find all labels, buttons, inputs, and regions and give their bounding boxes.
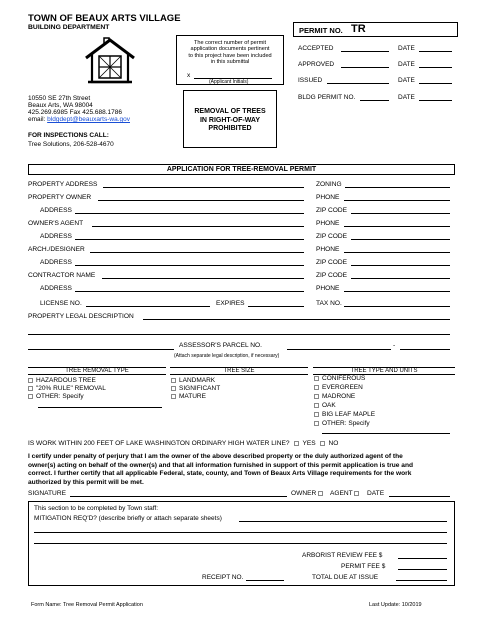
approved-date-field[interactable] (419, 67, 452, 68)
signature-label: SIGNATURE (28, 490, 66, 497)
initials-x: x (187, 72, 191, 79)
agent-address-field[interactable] (75, 239, 304, 240)
inspections-label: FOR INSPECTIONS CALL: (28, 132, 109, 139)
checkbox[interactable] (314, 394, 319, 399)
sig-date-label: DATE (367, 490, 385, 497)
accepted-date-label: DATE (398, 45, 415, 52)
parcel-field-1[interactable] (287, 349, 391, 350)
size-mature[interactable] (171, 393, 206, 401)
agent-option[interactable] (330, 490, 362, 498)
initials-caption: (Applicant Initials) (209, 79, 249, 85)
type-coniferous-label: CONIFEROUS (322, 375, 366, 382)
permit-fee-label: PERMIT FEE $ (341, 563, 386, 570)
issued-date-field[interactable] (419, 83, 452, 84)
checkbox[interactable] (314, 385, 319, 390)
checkbox[interactable] (314, 403, 319, 408)
expires-field[interactable] (248, 306, 304, 307)
permit-label: PERMIT NO. (299, 26, 343, 35)
property-address-field[interactable] (103, 187, 304, 188)
receipt-field[interactable] (246, 580, 284, 581)
type-madrone[interactable] (314, 393, 355, 401)
legal-description-field[interactable] (143, 319, 450, 320)
license-field[interactable] (86, 306, 210, 307)
checkbox[interactable] (28, 394, 33, 399)
license-label: LICENSE NO. (40, 300, 82, 307)
removal-other-label: OTHER: Specify (36, 393, 84, 400)
accepted-label: ACCEPTED (298, 45, 334, 52)
footer-updated: Last Update: 10/2019 (369, 602, 422, 608)
approved-date-label: DATE (398, 61, 415, 68)
legal-description-field-2[interactable] (28, 334, 450, 335)
size-mature-label: MATURE (179, 393, 206, 400)
expires-label: EXPIRES (216, 300, 245, 307)
total-label: TOTAL DUE AT ISSUE (312, 574, 379, 581)
checkbox[interactable] (28, 386, 33, 391)
removal-hazardous-label: HAZARDOUS TREE (36, 377, 96, 384)
certify-line-2: owner(s) acting on behalf of the owner(s) and that all information furnished in support of this permit application is true and (28, 461, 414, 469)
email-line (28, 116, 130, 124)
email-label: email: (28, 116, 46, 123)
type-evergreen[interactable] (314, 384, 363, 392)
zoning-label: ZONING (316, 181, 342, 188)
bldg-permit-label: BLDG PERMIT NO. (298, 94, 356, 101)
zoning-field[interactable] (345, 187, 450, 188)
arborist-fee-field[interactable] (398, 558, 447, 559)
lake-no-checkbox[interactable] (320, 441, 325, 446)
initials-box (176, 35, 284, 85)
mitigation-field-3[interactable] (34, 543, 447, 544)
arch-phone-label: PHONE (316, 246, 340, 253)
mitigation-field-1[interactable] (239, 521, 447, 522)
certify-line-1: I certify under penalty of perjury that I am the owner of the above described property or the duly authorized agent of the (28, 453, 403, 460)
contractor-zip-label: ZIP CODE (316, 272, 348, 279)
contractor-name-label: CONTRACTOR NAME (28, 272, 96, 279)
contractor-address-field[interactable] (75, 291, 304, 292)
total-field[interactable] (396, 580, 447, 581)
checkbox[interactable] (314, 376, 319, 381)
type-oak-label: OAK (322, 402, 336, 409)
size-landmark-label: LANDMARK (179, 377, 216, 384)
property-owner-field[interactable] (98, 200, 304, 201)
type-maple-label: BIG LEAF MAPLE (322, 411, 376, 418)
owners-agent-field[interactable] (92, 226, 304, 227)
sig-date-field[interactable] (389, 496, 450, 497)
arch-designer-field[interactable] (90, 252, 304, 253)
checkbox[interactable] (28, 378, 33, 383)
lake-yes-checkbox[interactable] (294, 441, 299, 446)
removal-20pct-label: "20% RULE" REMOVAL (36, 385, 106, 392)
certify-line-3: correct. I further certify that all applicable Federal, state, county, and Town of Beaux Arts Village requirements for the work (28, 470, 412, 478)
col-tree-size: TREE SIZE (170, 367, 308, 375)
agent-phone-label: PHONE (316, 220, 340, 227)
owner-zip-field[interactable] (351, 213, 450, 214)
agent-zip-field[interactable] (351, 239, 450, 240)
removal-20pct[interactable] (28, 385, 106, 393)
size-significant[interactable] (171, 385, 220, 393)
footer-form-name: Form Name: Tree Removal Permit Application (31, 602, 143, 608)
permit-fee-field[interactable] (398, 569, 447, 570)
notice-text-4: in this submittal (210, 58, 250, 65)
mitigation-label: MITIGATION REQ'D? (describe briefly or attach separate sheets) (34, 515, 222, 522)
lake-question (28, 440, 338, 448)
notice-text-3: to this project have been included (188, 52, 272, 59)
agent-address-label: ADDRESS (40, 233, 72, 240)
notice-text-2: application documents pertinent (190, 46, 270, 53)
checkbox[interactable] (314, 421, 319, 426)
inspections-contact: Tree Solutions, 206-528-4670 (28, 141, 114, 148)
parcel-dash: - (393, 342, 396, 349)
bldg-date-label: DATE (398, 94, 415, 101)
town-name: TOWN OF BEAUX ARTS VILLAGE (28, 13, 181, 24)
parcel-field-2[interactable] (400, 349, 450, 350)
tax-label: TAX NO. (316, 300, 342, 307)
col-tree-type: TREE TYPE AND UNITS (313, 367, 455, 375)
lake-question-text: IS WORK WITHIN 200 FEET OF LAKE WASHINGTON ORDINARY HIGH WATER LINE? (28, 440, 290, 447)
mitigation-field-2[interactable] (34, 532, 447, 533)
arch-zip-label: ZIP CODE (316, 259, 348, 266)
certify-line-4: authorized by this permit will be met. (28, 478, 144, 486)
owner-address-field[interactable] (75, 213, 304, 214)
certification-text (28, 453, 413, 487)
prohibited-line-3: PROHIBITED (208, 125, 252, 132)
legal-description-label: PROPERTY LEGAL DESCRIPTION (28, 313, 134, 320)
accepted-field[interactable] (341, 51, 389, 52)
town-logo (82, 32, 138, 88)
type-madrone-label: MADRONE (322, 393, 356, 400)
notice-text-1: The correct number of permit (193, 40, 267, 46)
type-other-field[interactable] (322, 433, 450, 434)
checkbox[interactable] (171, 378, 176, 383)
approved-field[interactable] (341, 67, 389, 68)
arch-zip-field[interactable] (351, 265, 450, 266)
prohibited-line-1: REMOVAL OF TREES (194, 108, 266, 115)
col-removal-type: TREE REMOVAL TYPE (28, 367, 166, 375)
issued-label: ISSUED (298, 77, 323, 84)
phone-fax: 425.269.6985 Fax 425.688.1786 (28, 109, 122, 116)
removal-other-field[interactable] (38, 407, 162, 408)
agent-checkbox[interactable] (354, 491, 359, 496)
type-maple[interactable] (314, 411, 375, 419)
owner-checkbox[interactable] (318, 491, 323, 496)
form-title: APPLICATION FOR TREE-REMOVAL PERMIT (28, 164, 455, 175)
address-line-1: 10550 SE 27th Street (28, 95, 91, 102)
signature-field[interactable] (70, 496, 287, 497)
permit-code: TR (351, 23, 366, 35)
owner-phone-label: PHONE (316, 194, 340, 201)
arch-address-label: ADDRESS (40, 259, 72, 266)
arch-designer-label: ARCH./DESIGNER (28, 246, 85, 253)
parcel-note: (Attach separate legal description, if necessary) (174, 353, 280, 359)
issued-field[interactable] (327, 83, 389, 84)
type-evergreen-label: EVERGREEN (322, 384, 363, 391)
bldg-date-field[interactable] (419, 100, 452, 101)
legal-description-field-3[interactable] (28, 349, 174, 350)
type-oak[interactable] (314, 402, 336, 410)
checkbox[interactable] (171, 386, 176, 391)
size-significant-label: SIGNIFICANT (179, 385, 221, 392)
contractor-address-label: ADDRESS (40, 285, 72, 292)
department-name: BUILDING DEPARTMENT (28, 24, 110, 31)
checkbox[interactable] (314, 412, 319, 417)
owner-zip-label: ZIP CODE (316, 207, 348, 214)
arborist-fee-label: ARBORIST REVIEW FEE $ (302, 552, 383, 559)
owners-agent-label: OWNER'S AGENT (28, 220, 84, 227)
email-link[interactable]: bldgdept@beauxarts-wa.gov (47, 116, 130, 123)
removal-other[interactable] (28, 393, 84, 401)
size-landmark[interactable] (171, 377, 215, 385)
parcel-label: ASSESSOR'S PARCEL NO. (179, 342, 262, 349)
address-line-2: Beaux Arts, WA 98004 (28, 102, 93, 109)
checkbox[interactable] (171, 394, 176, 399)
lake-yes-label: YES (302, 440, 316, 447)
contractor-zip-field[interactable] (351, 278, 450, 279)
permit-number-box (293, 22, 458, 37)
owner-option[interactable] (291, 490, 326, 498)
contractor-phone-field[interactable] (344, 291, 450, 292)
prohibited-line-2: IN RIGHT-OF-WAY (199, 116, 261, 124)
removal-prohibited-box (183, 90, 277, 148)
owner-address-label: ADDRESS (40, 207, 72, 214)
bldg-permit-field[interactable] (360, 100, 389, 101)
tax-field[interactable] (344, 306, 450, 307)
type-coniferous[interactable] (314, 375, 365, 383)
accepted-date-field[interactable] (419, 51, 452, 52)
issued-date-label: DATE (398, 77, 415, 84)
staff-intro: This section to be completed by Town staff: (34, 505, 159, 512)
arch-address-field[interactable] (75, 265, 304, 266)
approved-label: APPROVED (298, 61, 335, 68)
owner-option-label: OWNER (291, 490, 317, 497)
type-other-label: OTHER: Specify (322, 420, 370, 427)
owner-phone-field[interactable] (344, 200, 450, 201)
receipt-label: RECEIPT NO. (202, 574, 244, 581)
agent-zip-label: ZIP CODE (316, 233, 348, 240)
contractor-phone-label: PHONE (316, 285, 340, 292)
agent-option-label: AGENT (330, 490, 353, 497)
agent-phone-field[interactable] (344, 226, 450, 227)
lake-no-label: NO (328, 440, 339, 447)
contractor-name-field[interactable] (102, 278, 304, 279)
property-owner-label: PROPERTY OWNER (28, 194, 92, 201)
type-other[interactable] (314, 420, 370, 428)
property-address-label: PROPERTY ADDRESS (28, 181, 98, 188)
removal-hazardous[interactable] (28, 377, 96, 385)
arch-phone-field[interactable] (344, 252, 450, 253)
